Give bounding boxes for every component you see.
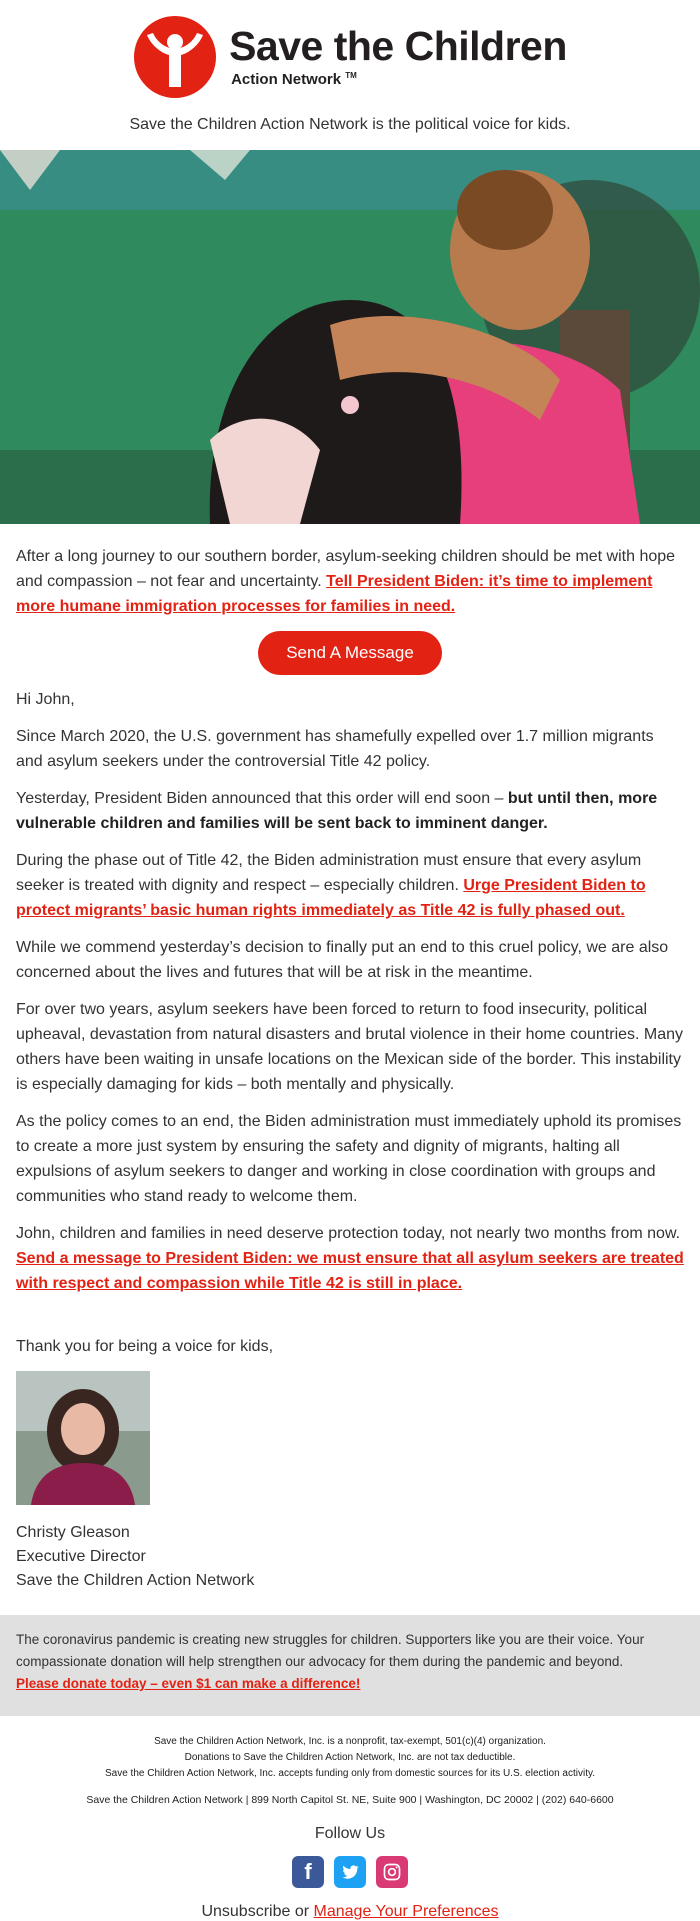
twitter-icon[interactable] (334, 1856, 366, 1888)
save-the-children-logo-icon (133, 15, 217, 99)
logo[interactable] (0, 0, 700, 114)
donate-band (0, 1615, 700, 1716)
donate-link[interactable]: Please donate today – even $1 can make a difference! (16, 1676, 361, 1691)
tell-biden-link[interactable]: Tell President Biden: it’s time to implement more humane immigration processes for families in need. (16, 573, 653, 615)
hero-photo (0, 150, 700, 524)
unsubscribe-line: Unsubscribe or Manage Your Preferences (201, 1903, 499, 1920)
follow-us: Follow Us (314, 1825, 386, 1842)
footer-line-2: Donations to Save the Children Action Network, Inc. are not tax deductible. (184, 1752, 516, 1763)
signer-org: Save the Children Action Network (16, 1572, 255, 1589)
urge-biden-link[interactable]: Urge President Biden to protect migrants’ basic human rights immediately as Title 42 is fully phased out. (16, 877, 646, 919)
signer-name: Christy Gleason (16, 1524, 130, 1541)
paragraph-4: While we commend yesterday’s decision to finally put an end to this cruel policy, we are also concerned about the lives and futures that will be at risk in the meantime. (16, 939, 669, 981)
tagline: Save the Children Action Network is the political voice for kids. (129, 116, 571, 133)
intro-paragraph: After a long journey to our southern border, asylum-seeking children should be met with hope and compassion – not fear and uncertainty. Tell President Biden: it’s time to implement more humane immigration processes for families in need. (16, 548, 676, 615)
brand-name: Save the Children (229, 23, 567, 69)
signer-title: Executive Director (16, 1548, 146, 1565)
unsubscribe-link[interactable]: Unsubscribe (201, 1903, 291, 1920)
closing: Thank you for being a voice for kids, (16, 1338, 274, 1355)
paragraph-3: During the phase out of Title 42, the Biden administration must ensure that every asylum seeker is treated with dignity and respect – especially children. Urge President Biden to protect migrants’ basic human rights immediately as Title 42 is fully phased out. (16, 852, 646, 919)
hero-image[interactable] (0, 150, 700, 524)
instagram-icon[interactable] (376, 1856, 408, 1888)
trademark: TM (345, 71, 357, 80)
send-message-button[interactable]: Send A Message (258, 631, 442, 675)
paragraph-2: Yesterday, President Biden announced that this order will end soon – but until then, more vulnerable children and families will be sent back to imminent danger. (16, 790, 658, 832)
paragraph-7: John, children and families in need deserve protection today, not nearly two months from now. Send a message to President Biden: we must ensure that all asylum seekers are treated with respect and compassion while Title 42 is still in place. (16, 1225, 684, 1292)
signer-photo (16, 1371, 150, 1505)
facebook-icon[interactable]: f (292, 1856, 324, 1888)
paragraph-1: Since March 2020, the U.S. government has shamefully expelled over 1.7 million migrants and asylum seekers under the controversial Title 42 policy. (16, 728, 654, 770)
greeting: Hi John, (16, 691, 75, 708)
social-links (0, 1856, 700, 1888)
signature-block (16, 1521, 684, 1593)
donate-text: The coronavirus pandemic is creating new struggles for children. Supporters like you are their voice. Your compassionate donation will help strengthen our advocacy for them during the pandemic and beyond. (16, 1632, 645, 1669)
footer-line-3: Save the Children Action Network, Inc. accepts funding only from domestic sources for its U.S. election activity. (104, 1768, 596, 1779)
footer (0, 1716, 700, 1921)
brand-sub: Action Network ™ (231, 71, 357, 88)
footer-line-1: Save the Children Action Network, Inc. is a nonprofit, tax-exempt, 501(c)(4) organization. (154, 1736, 546, 1747)
send-message-link[interactable]: Send a message to President Biden: we must ensure that all asylum seekers are treated with respect and compassion while Title 42 is still in place. (16, 1250, 684, 1292)
paragraph-2-bold: but until then, more vulnerable children and families will be sent back to imminent danger. (16, 790, 658, 832)
paragraph-5: For over two years, asylum seekers have been forced to return to food insecurity, political upheaval, devastation from natural disasters and brutal violence in their home countries. Many others have been waiting in unsafe locations on the Mexican side of the border. This instability is especially damaging for kids – both mentally and physically. (16, 1001, 684, 1093)
paragraph-6: As the policy comes to an end, the Biden administration must immediately uphold its promises to create a more just system by ensuring the safety and dignity of migrants, halting all expulsions of asylum seekers to danger and working in close coordination with groups and communities who stand ready to welcome them. (16, 1113, 682, 1205)
manage-preferences-link[interactable]: Manage Your Preferences (313, 1903, 499, 1920)
footer-address: Save the Children Action Network | 899 North Capitol St. NE, Suite 900 | Washington, DC 20002 | (202) 640-6600 (86, 1794, 614, 1806)
